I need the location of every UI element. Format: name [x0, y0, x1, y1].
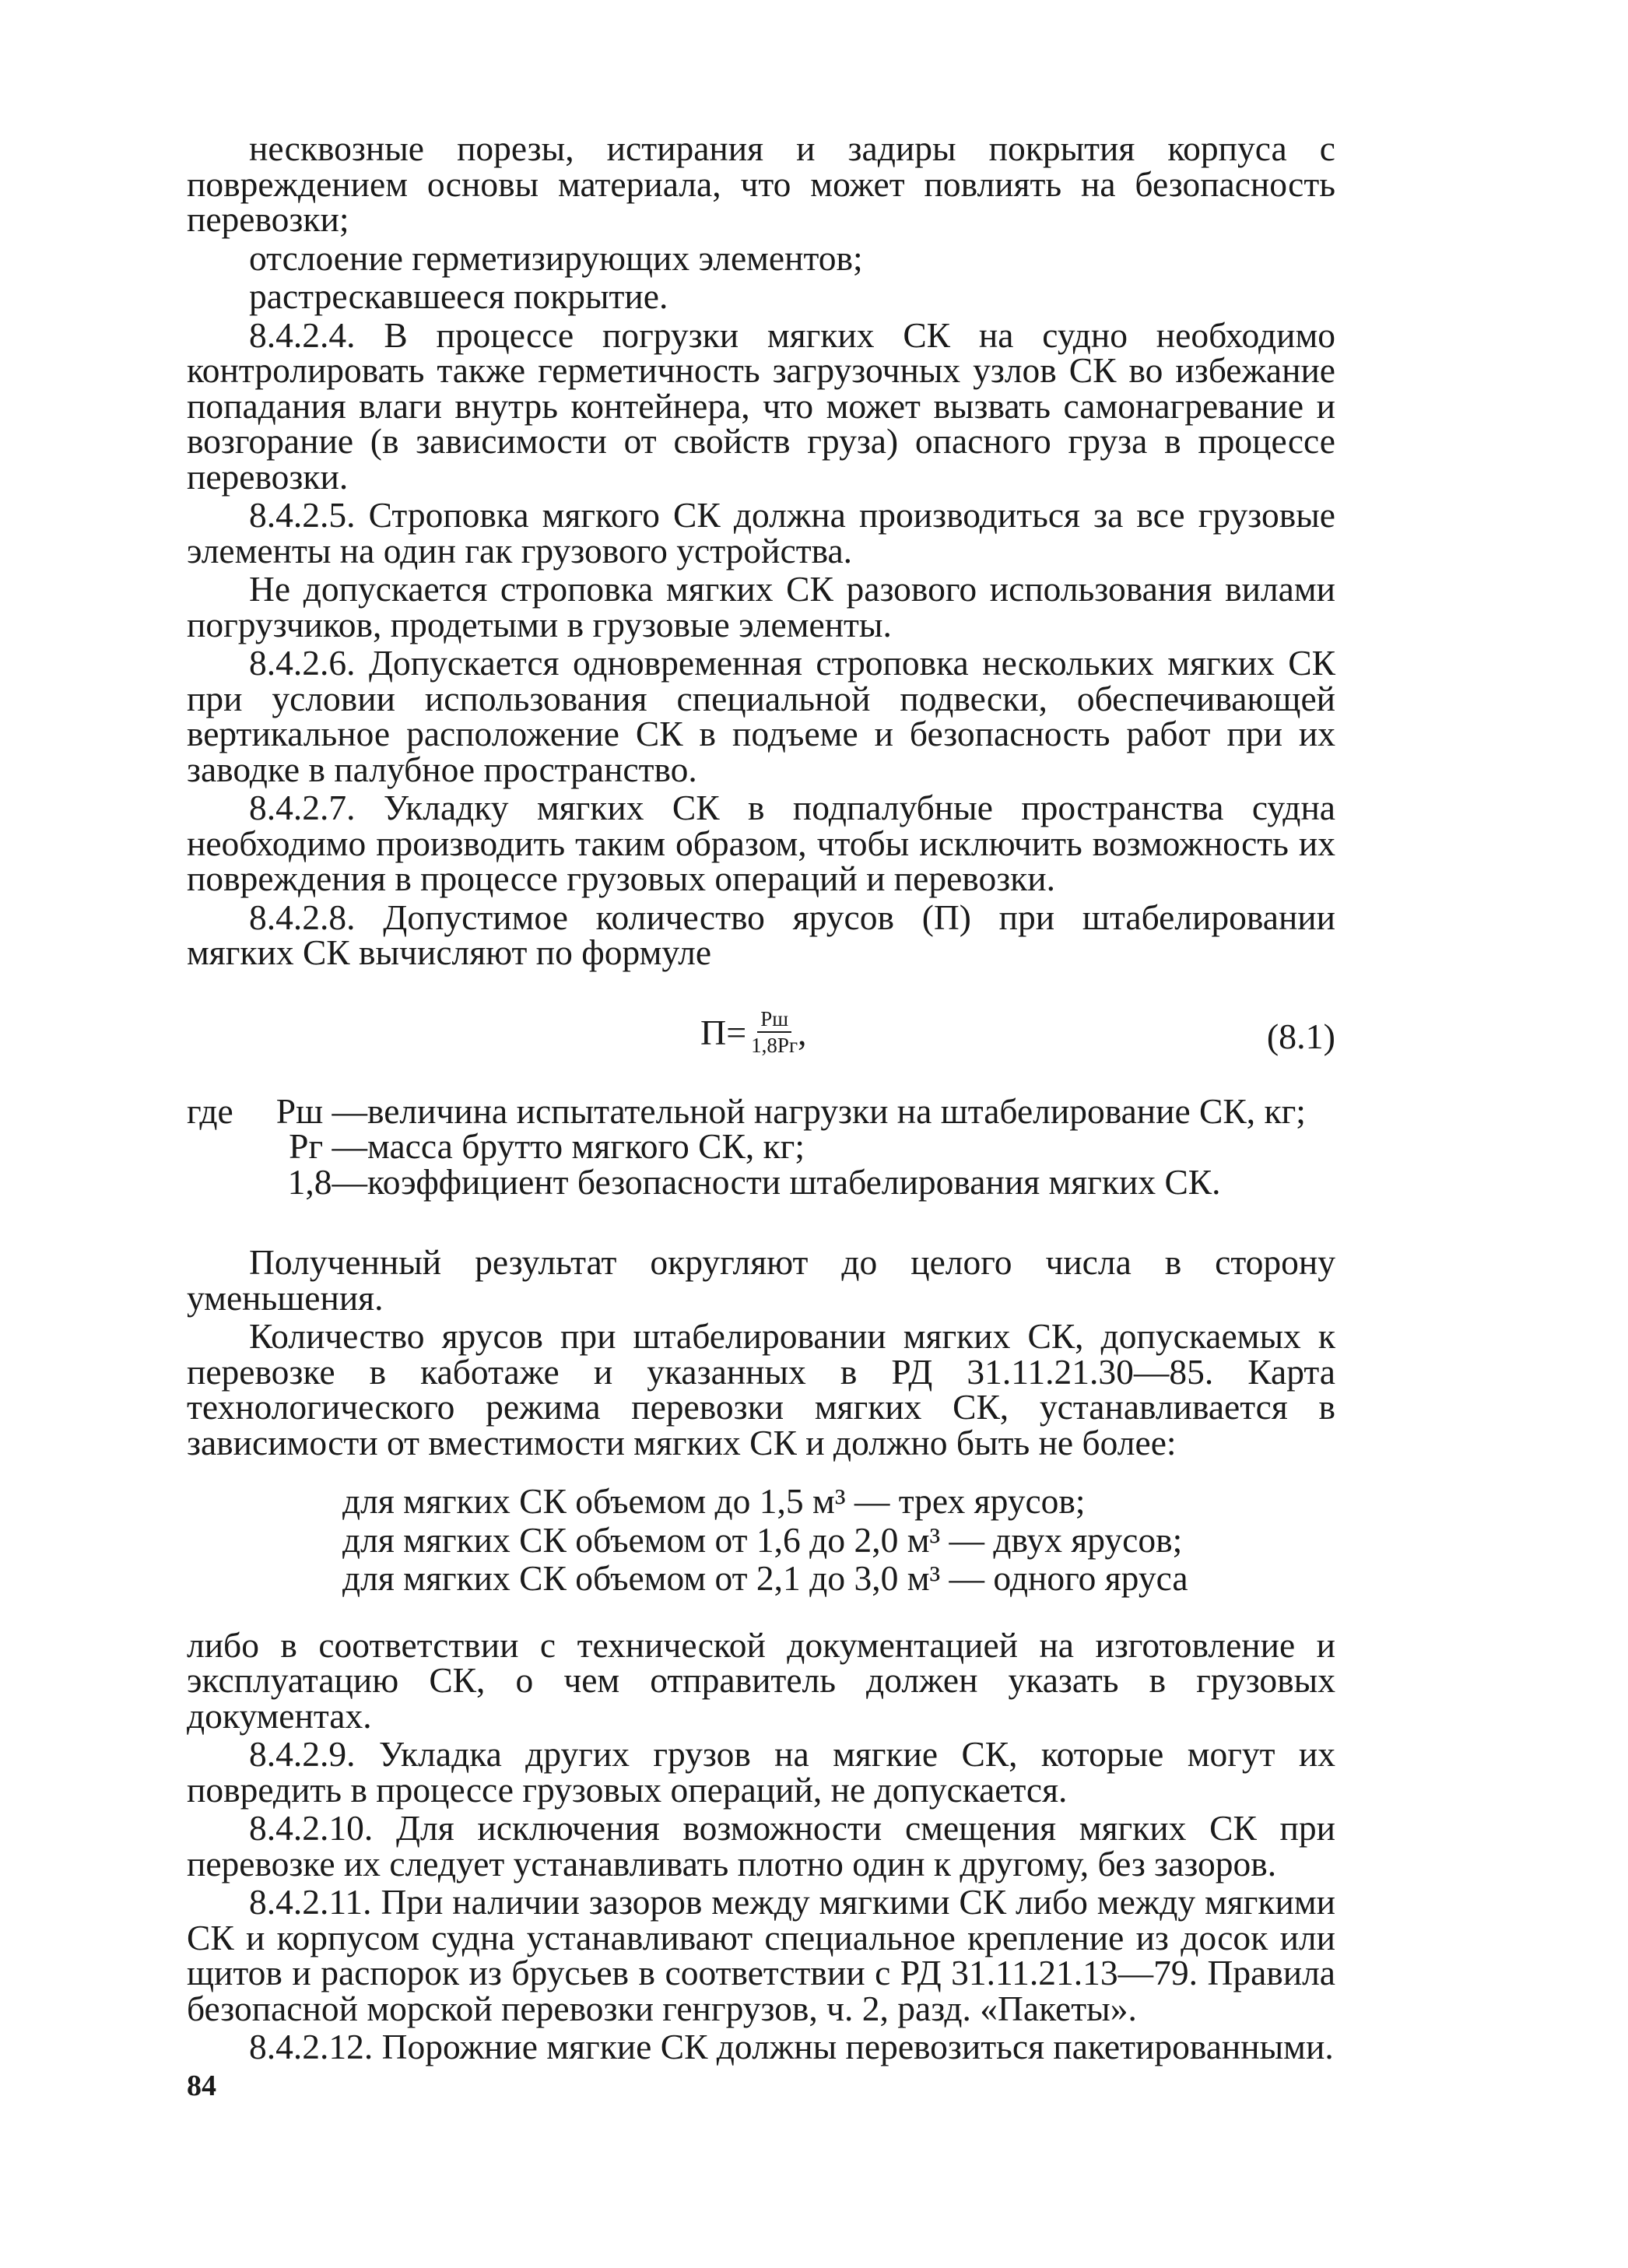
bottom-paragraphs: [187, 1624, 1335, 2066]
middle-paragraphs: [187, 1242, 1335, 1462]
capacity-list: [342, 1483, 1335, 1596]
formula-numerator: Рш: [757, 1008, 791, 1034]
paragraph: несквозные порезы, истирания и задиры покрытия корпуса с повреждением основы материала, что может повлиять на безопасность перевозки;: [187, 128, 1335, 239]
where-text: масса брутто мягкого СК, кг;: [367, 1126, 805, 1166]
paragraph: 8.4.2.6. Допускается одновременная строповка нескольких мягких СК при условии использования специальной подвески, обеспечивающей вертикальное расположение СК в подъеме и безопасность работ при их заводке в палубное пространство.: [187, 643, 1335, 789]
where-symbol: Рш —: [275, 1090, 367, 1131]
where-symbol: 1,8—: [287, 1161, 367, 1202]
where-lead: где: [187, 1090, 233, 1131]
where-text: коэффициент безопасности штабелирования мягких СК.: [367, 1161, 1221, 1202]
text-column: [187, 128, 1335, 2068]
formula-lhs: П=: [700, 1012, 747, 1052]
formula-trail: ,: [798, 1012, 807, 1052]
paragraph: 8.4.2.4. В процессе погрузки мягких СК на судно необходимо контролировать также герметичность загрузочных узлов СК во избежание попадания влаги внутрь контейнера, что может вызвать самонагревание и возгорание (в зависимости от свойств груза) опасного груза в процессе перевозки.: [187, 314, 1335, 497]
paragraph: отслоение герметизирующих элементов;: [249, 237, 863, 278]
where-row: [187, 1126, 1335, 1166]
formula-expression: [700, 1008, 807, 1058]
formula-fraction: [751, 1008, 798, 1058]
where-block: [187, 1090, 1335, 1202]
paragraph: растрескавшееся покрытие.: [249, 276, 668, 316]
where-row: [187, 1090, 1335, 1131]
paragraph: Не допускается строповка мягких СК разового использования вилами погрузчиков, продетыми в грузовые элементы.: [187, 569, 1335, 644]
page-number: 84: [187, 2070, 216, 2102]
formula-denominator: 1,8Рг: [751, 1034, 798, 1058]
formula-number: (8.1): [1266, 1016, 1335, 1056]
paragraph: 8.4.2.5. Строповка мягкого СК должна производиться за все грузовые элементы на один гак грузового устройства.: [187, 495, 1335, 571]
list-item: для мягких СК объемом от 2,1 до 3,0 м³ — одного яруса: [342, 1558, 1188, 1598]
paragraph: 8.4.2.12. Порожние мягкие СК должны перевозиться пакетированными.: [249, 2027, 1334, 2066]
top-paragraphs: [187, 128, 1335, 972]
paragraph: 8.4.2.11. При наличии зазоров между мягкими СК либо между мягкими СК и корпусом судна устанавливают специальное крепление из досок или щитов и распорок из брусьев в соответствии с РД 31.11.21.13—79. Правила безопасной морской перевозки генгрузов, ч. 2, разд. «Пакеты».: [187, 1882, 1335, 2028]
list-item: для мягких СК объемом до 1,5 м³ — трех ярусов;: [342, 1481, 1086, 1521]
paragraph: 8.4.2.9. Укладка других грузов на мягкие СК, которые могут их повредить в процессе грузовых операций, не допускается.: [187, 1734, 1335, 1810]
where-row: [187, 1161, 1335, 1202]
formula-8-1: [187, 1002, 1335, 1080]
where-text: величина испытательной нагрузки на штабелирование СК, кг;: [367, 1090, 1306, 1131]
paragraph: либо в соответствии с технической документацией на изготовление и эксплуатацию СК, о чем отправитель должен указать в грузовых документах.: [187, 1624, 1335, 1736]
paragraph: 8.4.2.7. Укладку мягких СК в подпалубные пространства судна необходимо производить таким образом, чтобы исключить возможность их повреждения в процессе грузовых операций и перевозки.: [187, 788, 1335, 898]
paragraph: 8.4.2.8. Допустимое количество ярусов (П) при штабелировании мягких СК вычисляют по формуле: [187, 897, 1335, 972]
list-item: для мягких СК объемом от 1,6 до 2,0 м³ — двух ярусов;: [342, 1519, 1183, 1560]
where-symbol: Рг —: [289, 1126, 367, 1166]
paragraph: 8.4.2.10. Для исключения возможности смещения мягких СК при перевозке их следует устанавливать плотно один к другому, без зазоров.: [187, 1808, 1335, 1884]
paragraph: Полученный результат округляют до целого числа в сторону уменьшения.: [187, 1242, 1335, 1318]
paragraph: Количество ярусов при штабелировании мягких СК, допускаемых к перевозке в каботаже и указанных в РД 31.11.21.30—85. Карта технологического режима перевозки мягких СК, устанавливается в зависимости от вместимости мягких СК и должно быть не более:: [187, 1316, 1335, 1462]
